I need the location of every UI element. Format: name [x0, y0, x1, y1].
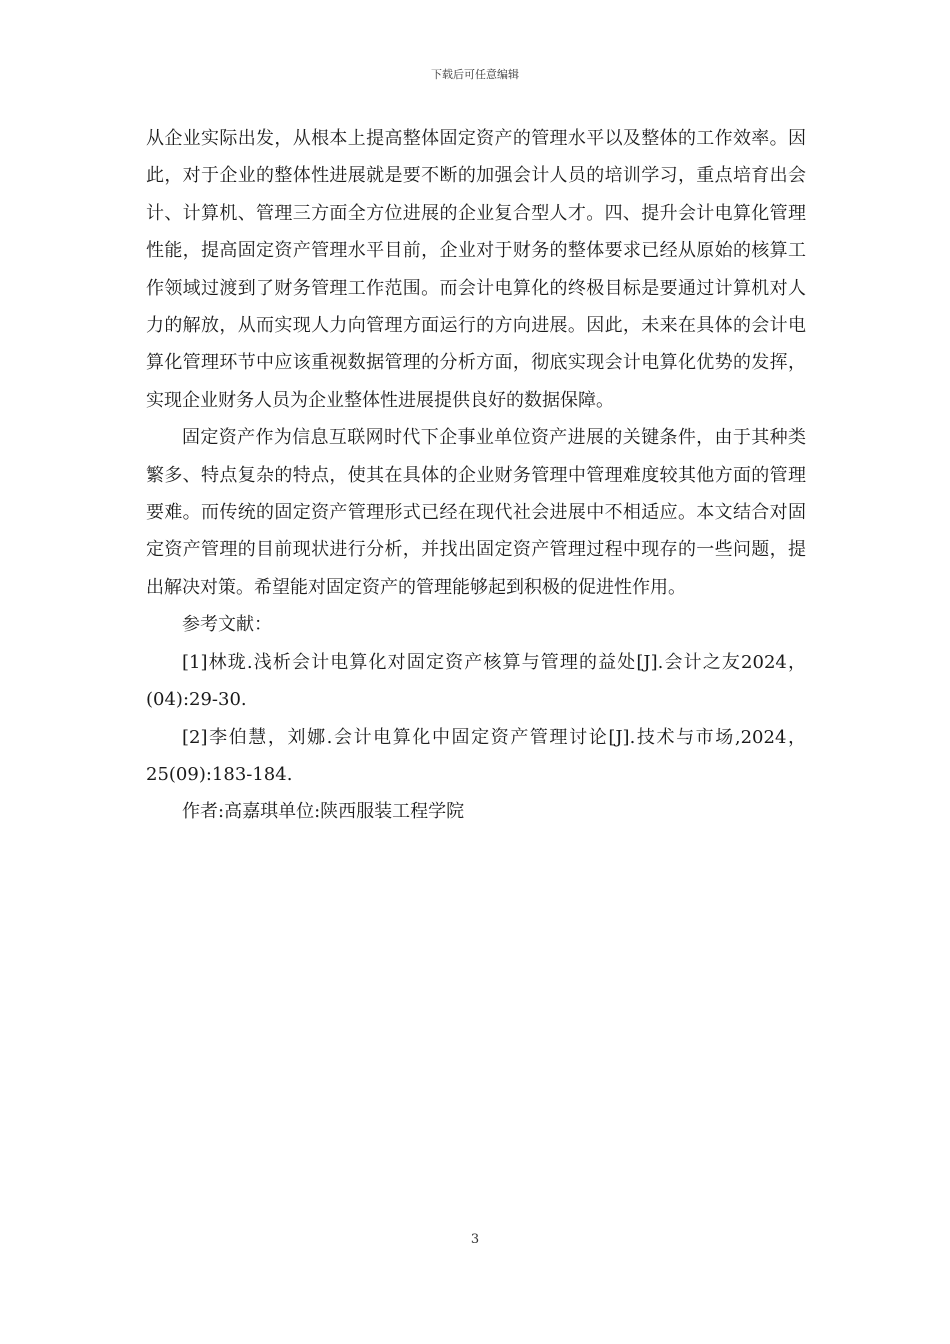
- document-body: [146, 120, 806, 831]
- reference-item-1: [1]林珑.浅析会计电算化对固定资产核算与管理的益处[J].会计之友2024，(04):29-30.: [146, 651, 806, 711]
- page-number: 3: [470, 1232, 480, 1247]
- reference-item-2: [2]李伯慧，刘娜.会计电算化中固定资产管理讨论[J].技术与市场,2024，25(09):183-184.: [146, 726, 806, 785]
- body-paragraph-1: 从企业实际出发，从根本上提高整体固定资产的管理水平以及整体的工作效率。因此，对于企业的整体性进展就是要不断的加强会计人员的培训学习，重点培育出会计、计算机、管理三方面全方位进展的企业复合型人才。四、提升会计电算化管理性能，提高固定资产管理水平目前，企业对于财务的整体要求已经从原始的核算工作领域过渡到了财务管理工作范围。而会计电算化的终极目标是要通过计算机对人力的解放，从而实现人力向管理方面运行的方向进展。因此，未来在具体的会计电算化管理环节中应该重视数据管理的分析方面，彻底实现会计电算化优势的发挥，实现企业财务人员为企业整体性进展提供良好的数据保障。: [146, 128, 806, 411]
- body-paragraph-2: 固定资产作为信息互联网时代下企事业单位资产进展的关键条件，由于其种类繁多、特点复杂的特点，使其在具体的企业财务管理中管理难度较其他方面的管理要难。而传统的固定资产管理形式已经在现代社会进展中不相适应。本文结合对固定资产管理的目前现状进行分析，并找出固定资产管理过程中现存的一些问题，提出解决对策。希望能对固定资产的管理能够起到积极的促进性作用。: [146, 427, 806, 598]
- author-line: 作者:高嘉琪单位:陕西服装工程学院: [182, 801, 465, 823]
- page-header: 下载后可任意编辑: [431, 68, 519, 81]
- references-heading: 参考文献：: [182, 614, 272, 636]
